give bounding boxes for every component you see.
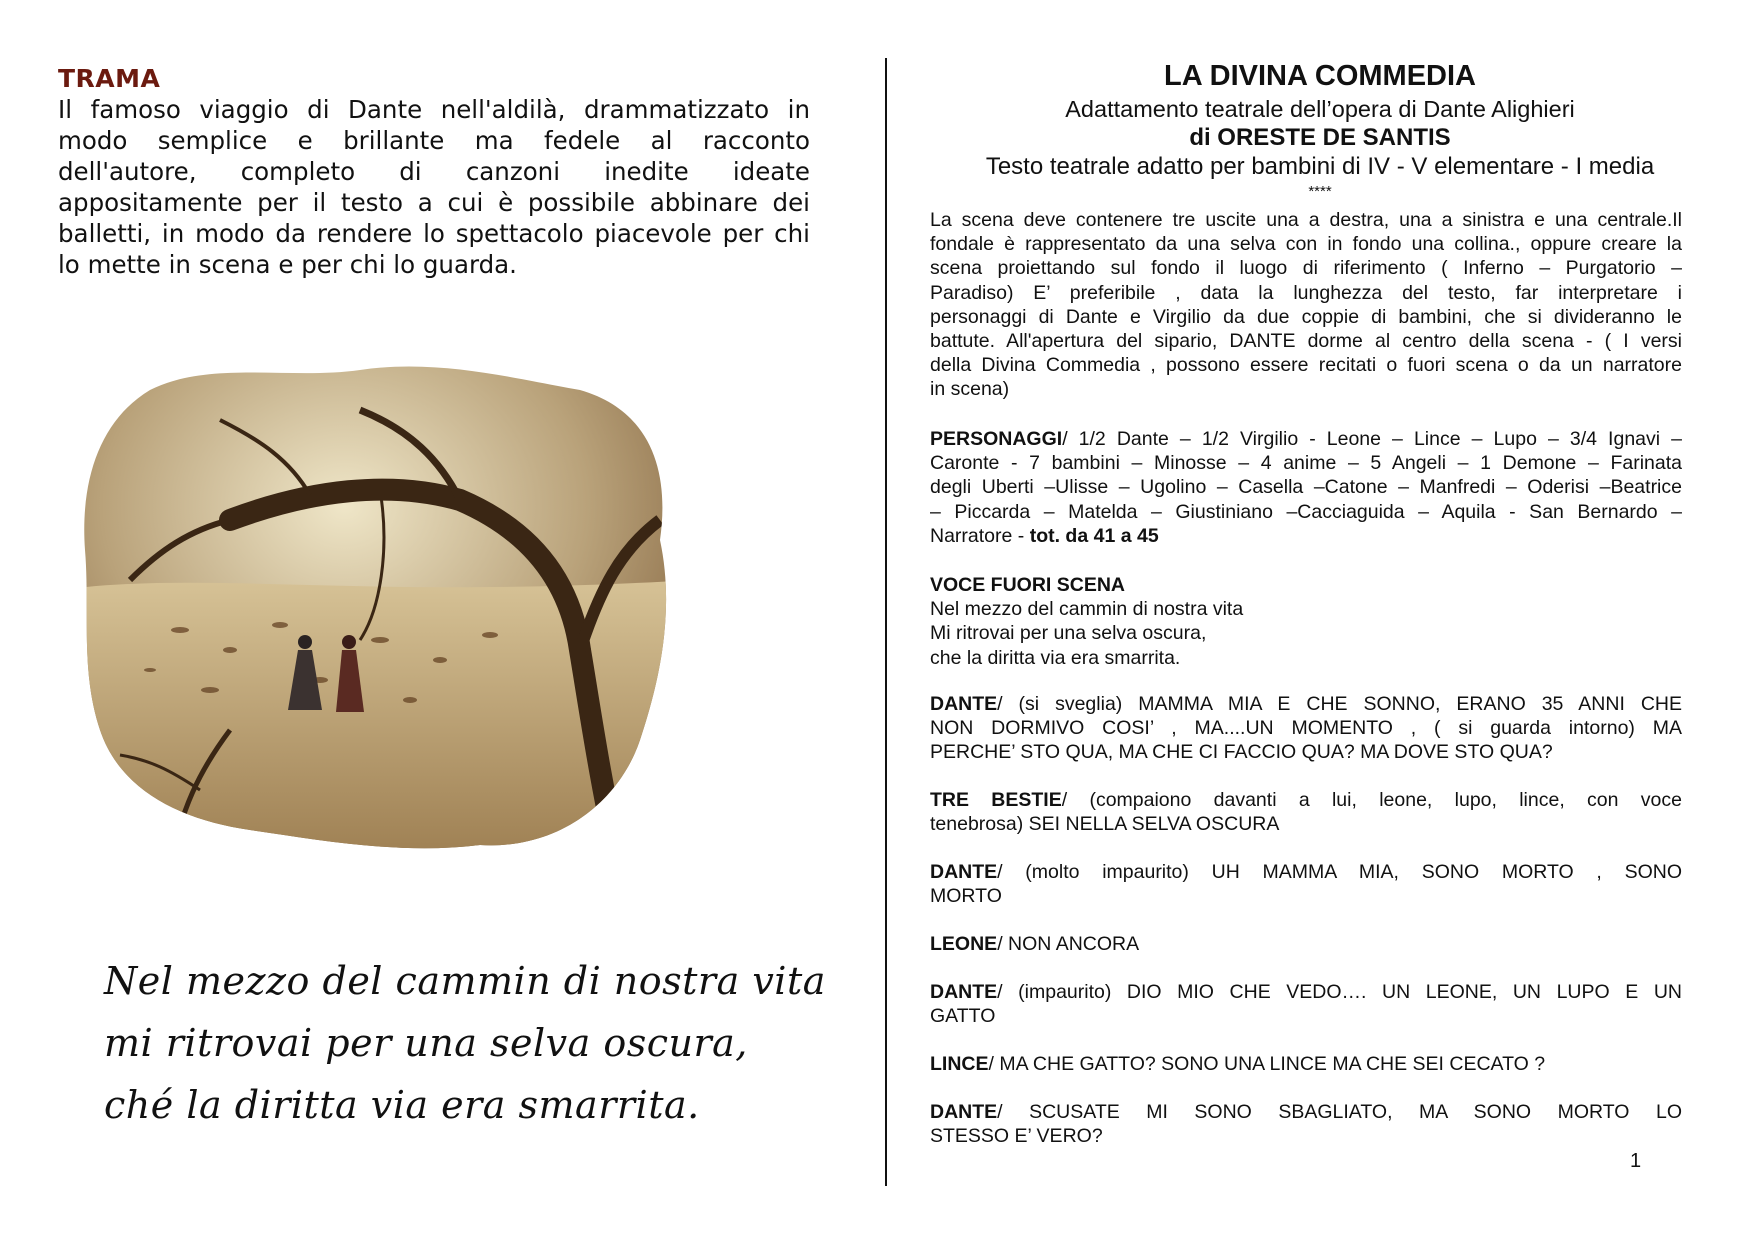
intro-line: personaggi di Dante e Virgilio da due coppie di bambini, che si divideranno le <box>930 305 1682 328</box>
dialogue-line <box>930 932 1682 956</box>
dialogue-line: STESSO E’ VERO? <box>930 1125 1103 1148</box>
intro-line: in scena) <box>930 378 1010 401</box>
intro-line: della Divina Commedia , possono essere recitati o fuori scena o da un narratore <box>930 354 1682 377</box>
poem-line: mi ritrovai per una selva oscura, <box>104 1021 748 1065</box>
trama-line: lo mette in scena e per chi lo guarda. <box>58 250 517 279</box>
personaggi-text: Narratore - <box>930 524 1030 547</box>
trama-line: appositamente per il testo a cui è possibile abbinare dei <box>58 188 810 217</box>
dialogue-line: MORTO <box>930 885 1002 908</box>
dialogue-block <box>930 860 1682 908</box>
play-subtitle: Adattamento teatrale dell’opera di Dante Alighieri <box>1065 96 1575 122</box>
personaggi-text: / 1/2 Dante – 1/2 Virgilio - Leone – Lince – Lupo – 3/4 Ignavi – <box>1062 428 1682 450</box>
personaggi-line: Caronte - 7 bambini – Minosse – 4 anime – 5 Angeli – 1 Demone – Farinata <box>930 452 1682 475</box>
page-divider <box>885 58 887 1186</box>
voce-fuori-scena <box>930 573 1682 670</box>
trama-line: balletti, in modo da rendere lo spettacolo piacevole per chi <box>58 219 810 248</box>
dialogue-line <box>930 1052 1682 1076</box>
dialogue-block <box>930 692 1682 765</box>
voce-line: Mi ritrovai per una selva oscura, <box>930 622 1207 645</box>
intro-paragraph <box>930 208 1682 402</box>
dialogue-block <box>930 788 1682 836</box>
play-author: di ORESTE DE SANTIS <box>1189 124 1451 151</box>
dialogue-line <box>930 692 1682 716</box>
poem-verses <box>104 950 826 1136</box>
page-number: 1 <box>1630 1150 1642 1172</box>
separator-stars: **** <box>1308 183 1332 200</box>
dialogue-block <box>930 932 1682 956</box>
intro-line: Paradiso) E’ preferibile , data la lunghezza del testo, far interpretare i <box>930 281 1682 304</box>
dialogue-line: NON DORMIVO COSI’ , MA....UN MOMENTO , ( si guarda intorno) MA <box>930 717 1682 740</box>
dialogue-text: / NON ANCORA <box>997 933 1140 955</box>
dante-virgilio-illustration <box>60 350 692 870</box>
personaggi-line: – Piccarda – Matelda – Giustiniano –Cacciaguida – Aquila - San Bernardo – <box>930 500 1682 523</box>
poem-line: Nel mezzo del cammin di nostra vita <box>104 959 826 1003</box>
intro-line: La scena deve contenere tre uscite una a destra, una a sinistra e una centrale.Il <box>930 209 1682 231</box>
personaggi-paragraph <box>930 427 1682 548</box>
speaker-name: DANTE <box>930 981 998 1003</box>
speaker-name: TRE BESTIE <box>930 789 1062 811</box>
trama-heading: TRAMA <box>58 64 161 93</box>
poem-line: ché la diritta via era smarrita. <box>104 1083 700 1127</box>
speaker-name: DANTE <box>930 861 998 883</box>
dialogue-line: PERCHE’ STO QUA, MA CHE CI FACCIO QUA? MA DOVE STO QUA? <box>930 741 1553 764</box>
dialogue-line: GATTO <box>930 1005 996 1028</box>
dialogue-text: / (molto impaurito) UH MAMMA MIA, SONO MORTO , SONO <box>997 861 1682 883</box>
dialogue-block <box>930 980 1682 1028</box>
voce-label: VOCE FUORI SCENA <box>930 574 1126 596</box>
dialogue-text: / MA CHE GATTO? SONO UNA LINCE MA CHE SEI CECATO ? <box>988 1053 1546 1075</box>
intro-line: fondale è rappresentato da una selva con in fondo una collina., oppure creare la <box>930 233 1682 256</box>
trama-paragraph <box>58 94 810 280</box>
trama-line: Il famoso viaggio di Dante nell'aldilà, drammatizzato in <box>58 95 810 124</box>
personaggi-label: PERSONAGGI <box>930 428 1063 450</box>
dialogue-line <box>930 1100 1682 1124</box>
personaggi-total: tot. da 41 a 45 <box>1029 524 1159 547</box>
dialogue-line <box>930 788 1682 812</box>
trama-line: dell'autore, completo di canzoni inedite ideate <box>58 157 810 186</box>
dialogue-line: tenebrosa) SEI NELLA SELVA OSCURA <box>930 813 1280 836</box>
dialogue-block <box>930 1052 1682 1076</box>
play-title: LA DIVINA COMMEDIA <box>1163 60 1476 92</box>
voce-line: Nel mezzo del cammin di nostra vita <box>930 598 1244 621</box>
intro-line: scena proiettando sul fondo il luogo di riferimento ( Inferno – Purgatorio – <box>930 257 1682 280</box>
personaggi-line: degli Uberti –Ulisse – Ugolino – Casella –Catone – Manfredi – Oderisi –Beatrice <box>930 476 1682 499</box>
dialogue-block <box>930 1100 1682 1148</box>
dialogue-text: / (impaurito) DIO MIO CHE VEDO…. UN LEONE, UN LUPO E UN <box>997 981 1682 1003</box>
dialogue-text: / SCUSATE MI SONO SBAGLIATO, MA SONO MORTO LO <box>997 1101 1682 1123</box>
dialogue-text: / (compaiono davanti a lui, leone, lupo, lince, con voce <box>1061 789 1682 811</box>
voce-line: che la diritta via era smarrita. <box>930 646 1181 669</box>
speaker-name: LEONE <box>930 933 998 955</box>
speaker-name: LINCE <box>930 1053 989 1075</box>
speaker-name: DANTE <box>930 693 998 715</box>
dialogue-text: / (si sveglia) MAMMA MIA E CHE SONNO, ERANO 35 ANNI CHE <box>997 693 1682 715</box>
dialogue-line <box>930 860 1682 884</box>
dialogue-line <box>930 980 1682 1004</box>
play-target-audience: Testo teatrale adatto per bambini di IV - V elementare - I media <box>985 153 1655 180</box>
personaggi-line <box>930 524 1682 548</box>
intro-line: battute. All'apertura del sipario, DANTE dorme al centro della scena - ( I versi <box>930 330 1682 353</box>
trama-line: modo semplice e brillante ma fedele al racconto <box>58 126 810 155</box>
personaggi-line <box>930 427 1682 451</box>
speaker-name: DANTE <box>930 1101 998 1123</box>
